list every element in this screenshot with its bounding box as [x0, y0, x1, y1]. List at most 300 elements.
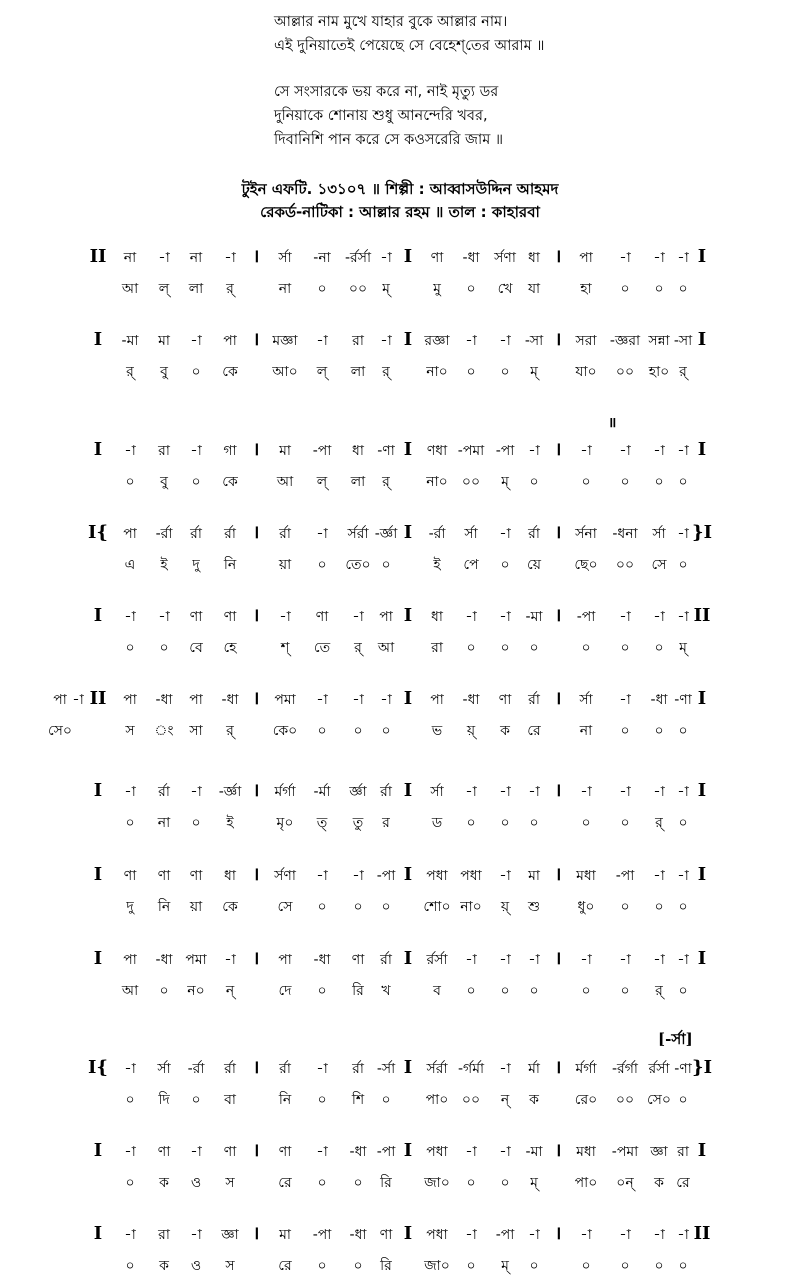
notation-line [0, 247, 800, 307]
lyric-syllable: রে [278, 1258, 292, 1274]
bar-line: I{ [88, 1057, 108, 1078]
lyric-syllable: ০ [620, 899, 630, 915]
swara-note: পা [278, 952, 292, 968]
swara-note: -া [653, 952, 665, 968]
swara-note: মা [528, 868, 540, 884]
swara-note: -র্জ্ঞা [218, 784, 242, 800]
swara-note: -পা [495, 443, 515, 459]
swara-note: -ধা [313, 952, 331, 968]
lyric-syllable: ০ [678, 557, 688, 573]
swara-note: -া [619, 609, 631, 625]
bar-line: । [554, 329, 562, 350]
swara-note: -া [653, 250, 665, 266]
swara-note: মা [158, 333, 170, 349]
swara-note: -া [316, 333, 328, 349]
lyric-syllable: আ [121, 983, 139, 999]
lyric-syllable: ০ [678, 815, 688, 831]
swara-note: ণা [189, 868, 203, 884]
bar-line: I{ [88, 522, 108, 543]
swara-note: -া [465, 1227, 477, 1243]
verse-line: দিবানিশি পান করে সে কওসরেরি জাম ॥ [274, 132, 504, 148]
bar-line: I [697, 1140, 707, 1161]
bar-line: I [697, 246, 707, 267]
swara-note: ণা [430, 250, 444, 266]
lyric-syllable: ছে০ [574, 557, 598, 573]
swara-note: পা [123, 692, 137, 708]
lyric-syllable: ০ [500, 640, 510, 656]
lyric-syllable: না [579, 723, 593, 739]
lyric-syllable: হা০ [648, 364, 670, 380]
swara-note: -া [352, 609, 364, 625]
lyric-syllable: দু [192, 557, 200, 573]
lyric-syllable: র্ [126, 364, 134, 380]
swara-note: র্রা [224, 1061, 236, 1077]
lyric-syllable: ও [190, 1258, 202, 1274]
lyric-syllable: ড [431, 815, 443, 831]
lyric-syllable: ন০ [187, 983, 205, 999]
swara-row [0, 440, 800, 462]
lyric-syllable: ন্ [225, 983, 235, 999]
notation-line [0, 1058, 800, 1118]
bar-line: । [554, 439, 562, 460]
swara-note: জ্ঞা [221, 1227, 239, 1243]
bar-line: I [403, 246, 413, 267]
bar-line: । [554, 1140, 562, 1161]
lyric-syllable: ই [226, 815, 234, 831]
lyric-syllable: পা০ [574, 1175, 598, 1191]
bar-line: । [252, 1140, 260, 1161]
swara-note: -া [124, 1144, 136, 1160]
swara-note: রা [158, 1227, 170, 1243]
lyric-syllable: ০ [125, 815, 135, 831]
bar-line: । [252, 688, 260, 709]
swara-note: মধা [576, 868, 596, 884]
swara-note: র্রা [380, 784, 392, 800]
bar-line: I [403, 1223, 413, 1244]
bar-line: I [403, 605, 413, 626]
lyric-syllable: ০ [466, 1175, 476, 1191]
swara-note: গা [223, 443, 237, 459]
alternate-note-annotation: [-র্সা] [658, 1030, 693, 1048]
bar-line: । [252, 522, 260, 543]
lyric-syllable: রে [676, 1175, 690, 1191]
notation-line [0, 606, 800, 666]
lyric-syllable: ০ [466, 364, 476, 380]
lyric-syllable: ০ [678, 1258, 688, 1274]
lyric-syllable: যা০ [575, 364, 597, 380]
lyric-syllable: স [225, 1175, 235, 1191]
lyric-syllable: ক [529, 1092, 539, 1108]
lyric-row [0, 278, 800, 300]
bar-line: I [403, 1140, 413, 1161]
lyric-syllable: ন্ [500, 1092, 510, 1108]
swara-note: -া [653, 609, 665, 625]
lyric-syllable: ০ [678, 723, 688, 739]
swara-note: -া [279, 609, 291, 625]
swara-note: -া [380, 250, 392, 266]
swara-note: -া [580, 952, 592, 968]
swara-note: রজ্ঞা [424, 333, 450, 349]
swara-note: -া [499, 1061, 511, 1077]
lyric-syllable: লা [350, 474, 366, 490]
lyric-syllable: ০ [381, 1092, 391, 1108]
lyric-syllable: ০ [620, 815, 630, 831]
swara-note: ণা [315, 609, 329, 625]
pickup-note: -া [72, 692, 84, 708]
lyric-row [0, 812, 800, 834]
lyric-row [0, 1172, 800, 1194]
swara-note: র্রর্সা [426, 952, 448, 968]
bar-line: I [403, 864, 413, 885]
lyric-syllable: শ্ [280, 640, 290, 656]
swara-note: পা [123, 526, 137, 542]
swara-note: -া [619, 692, 631, 708]
lyric-syllable: কে০ [272, 723, 298, 739]
lyric-syllable: জা০ [424, 1175, 450, 1191]
notation-line [0, 523, 800, 583]
lyric-syllable: খে [497, 281, 513, 297]
lyric-syllable: ০ [500, 983, 510, 999]
notation-line [0, 865, 800, 925]
swara-note: -া [158, 250, 170, 266]
lyric-syllable: বা [224, 1092, 236, 1108]
lyric-syllable: পে [463, 557, 479, 573]
swara-note: -পা [576, 609, 596, 625]
bar-line: I [697, 948, 707, 969]
lyric-syllable: ০ [159, 640, 169, 656]
lyric-syllable: ০ [581, 983, 591, 999]
verse-line: আল্লার নাম মুখে যাহার বুকে আল্লার নাম। [274, 14, 508, 30]
swara-note: ণা [157, 868, 171, 884]
swara-note: র্সা [157, 1061, 171, 1077]
lyric-syllable: ০ [191, 815, 201, 831]
swara-note: -ধা [155, 692, 173, 708]
swara-note: পা [223, 333, 237, 349]
bar-line: । [252, 605, 260, 626]
swara-note: -া [352, 692, 364, 708]
bar-line: I [93, 329, 103, 350]
lyric-syllable: ০ [500, 1175, 510, 1191]
swara-note: -পা [312, 443, 332, 459]
lyric-syllable: ই [160, 557, 168, 573]
swara-note: -া [499, 1144, 511, 1160]
bar-line: । [252, 439, 260, 460]
swara-note: র্রা [279, 1061, 291, 1077]
swara-note: র্মর্গা [575, 1061, 597, 1077]
swara-note: -া [677, 868, 689, 884]
swara-note: -পা [495, 1227, 515, 1243]
swara-note: ণা [498, 692, 512, 708]
play-info: রেকর্ড-নাটিকা : আল্লার রহম ॥ তাল : কাহারবা [260, 203, 540, 221]
swara-note: -া [499, 526, 511, 542]
lyric-syllable: ০ [353, 899, 363, 915]
swara-note: -া [465, 1144, 477, 1160]
swara-note: পধা [426, 1227, 448, 1243]
swara-note: ণা [223, 609, 237, 625]
lyric-syllable: রে [278, 1175, 292, 1191]
bar-line: । [554, 948, 562, 969]
swara-note: -া [380, 692, 392, 708]
bar-line: । [554, 522, 562, 543]
swara-note: -া [465, 784, 477, 800]
swara-note: -া [653, 784, 665, 800]
swara-note: -া [465, 333, 477, 349]
lyric-syllable: দি [158, 1092, 170, 1108]
lyric-syllable: র্ [226, 281, 234, 297]
swara-note: -ধা [349, 1144, 367, 1160]
swara-note: র্রা [380, 952, 392, 968]
lyric-syllable: ০ [620, 723, 630, 739]
lyric-syllable: ০ [353, 1175, 363, 1191]
swara-note: -র্রা [155, 526, 173, 542]
bar-line: }I [692, 522, 712, 543]
lyric-row [0, 896, 800, 918]
lyric-syllable: ০ [159, 983, 169, 999]
lyric-syllable: ০ [125, 1258, 135, 1274]
swara-note: -া [190, 1227, 202, 1243]
lyric-syllable: যা [527, 281, 541, 297]
swara-note: না [123, 250, 137, 266]
lyric-syllable: ০ [353, 1258, 363, 1274]
swara-note: র্রা [528, 526, 540, 542]
lyric-syllable: আ০ [272, 364, 298, 380]
lyric-syllable: নি [223, 557, 237, 573]
lyric-syllable: ০ [581, 640, 591, 656]
lyric-syllable: কে [222, 474, 238, 490]
lyric-syllable: সে০ [646, 1092, 672, 1108]
lyric-syllable: আ [377, 640, 395, 656]
swara-row [0, 523, 800, 545]
lyric-syllable: য়া [189, 899, 203, 915]
swara-row [0, 865, 800, 887]
bar-line: । [554, 864, 562, 885]
lyric-syllable: ০ [317, 1092, 327, 1108]
lyric-syllable: ০ [620, 1258, 630, 1274]
swara-note: রা [677, 1144, 689, 1160]
lyric-syllable: ০ [500, 557, 510, 573]
swara-note: -া [190, 443, 202, 459]
swara-note: -ধা [650, 692, 668, 708]
swara-row [0, 330, 800, 352]
bar-line: II [693, 1223, 711, 1244]
lyric-syllable: য়ে [527, 557, 541, 573]
swara-note: -া [619, 250, 631, 266]
verse-line: সে সংসারকে ভয় করে না, নাই মৃত্যু ডর [274, 84, 499, 100]
lyric-syllable: ০ [654, 1258, 664, 1274]
swara-note: র্জ্ঞা [349, 784, 367, 800]
swara-row [0, 1058, 800, 1080]
swara-note: -র্রা [428, 526, 446, 542]
notation-line [0, 689, 800, 749]
lyric-syllable: ০ [529, 474, 539, 490]
bar-line: । [252, 329, 260, 350]
lyric-syllable: ০ [381, 899, 391, 915]
lyric-syllable: আ [276, 474, 294, 490]
swara-note: ধা [224, 868, 236, 884]
lyric-syllable: ০ [466, 815, 476, 831]
lyric-row [0, 554, 800, 576]
lyric-syllable: নি [278, 1092, 292, 1108]
lyric-syllable: রি [352, 983, 364, 999]
bar-line: II [693, 605, 711, 626]
swara-note: -া [653, 1227, 665, 1243]
swara-note: ধা [528, 250, 540, 266]
lyric-syllable: ০ [191, 474, 201, 490]
swara-note: -মা [525, 609, 543, 625]
bar-line: I [403, 780, 413, 801]
swara-note: ণা [379, 1227, 393, 1243]
lyric-syllable: ক [500, 723, 510, 739]
swara-note: -ণা [674, 1061, 692, 1077]
lyric-syllable: তু [352, 815, 364, 831]
swara-note: র্সর্রা [347, 526, 369, 542]
swara-note: র্মর্গা [274, 784, 296, 800]
swara-note: -া [677, 526, 689, 542]
bar-line: I [697, 688, 707, 709]
swara-note: -া [677, 952, 689, 968]
swara-note: -া [352, 868, 364, 884]
bar-line: । [554, 1057, 562, 1078]
lyric-syllable: সে [651, 557, 667, 573]
swara-note: ণধা [426, 443, 448, 459]
swara-note: -মা [525, 1144, 543, 1160]
swara-note: -সা [673, 333, 693, 349]
lyric-syllable: ০ [581, 1258, 591, 1274]
swara-note: সন্না [648, 333, 670, 349]
bar-line: । [252, 246, 260, 267]
lyric-syllable: ০ [654, 281, 664, 297]
swara-note: ধা [352, 443, 364, 459]
swara-note: -া [124, 1227, 136, 1243]
swara-note: র্সা [430, 784, 444, 800]
lyric-syllable: শো০ [423, 899, 451, 915]
swara-note: -া [499, 609, 511, 625]
notation-line [0, 1224, 800, 1284]
swara-note: -া [124, 784, 136, 800]
swara-note: ণা [351, 952, 365, 968]
lyric-syllable: কে [222, 899, 238, 915]
swara-note: র্রা [352, 1061, 364, 1077]
lyric-row [0, 637, 800, 659]
swara-note: -া [316, 1061, 328, 1077]
swara-note: র্সা [464, 526, 478, 542]
swara-note: -া [653, 443, 665, 459]
lyric-syllable: ০ [317, 281, 327, 297]
swara-note: -া [465, 952, 477, 968]
lyric-syllable: স [125, 723, 135, 739]
lyric-syllable: ত্ [316, 815, 328, 831]
swara-note: পধা [426, 1144, 448, 1160]
lyric-syllable: ং [154, 723, 174, 739]
lyric-syllable: না [278, 281, 292, 297]
lyric-syllable: ০ [466, 281, 476, 297]
swara-note: জ্ঞা [650, 1144, 668, 1160]
lyric-syllable: ০ [529, 815, 539, 831]
lyric-syllable: হা [580, 281, 592, 297]
swara-note: ণা [223, 1144, 237, 1160]
double-bar-mark: ॥ [608, 415, 617, 431]
bar-line: I [697, 439, 707, 460]
swara-note: -র্গর্মা [457, 1061, 485, 1077]
lyric-syllable: ০ [466, 983, 476, 999]
lyric-syllable: না০ [426, 364, 448, 380]
lyric-syllable: কে [222, 364, 238, 380]
pickup-note: পা [53, 692, 67, 708]
lyric-syllable: শি [351, 1092, 365, 1108]
lyric-syllable: র্ [354, 640, 362, 656]
swara-note: -র্মা [313, 784, 331, 800]
bar-line: I [93, 780, 103, 801]
lyric-syllable: ০ [678, 1092, 688, 1108]
swara-note: -া [316, 526, 328, 542]
lyric-syllable: ০০ [461, 474, 481, 490]
bar-line: I [93, 605, 103, 626]
swara-note: -া [124, 609, 136, 625]
swara-row [0, 689, 800, 711]
lyric-syllable: ০ [466, 1258, 476, 1274]
pickup-syllable: সে০ [47, 723, 73, 739]
swara-note: পমা [185, 952, 207, 968]
lyric-syllable: ০ [317, 983, 327, 999]
swara-note: র্সা [579, 692, 593, 708]
lyric-syllable: না০ [460, 899, 482, 915]
swara-note: -ণা [377, 443, 395, 459]
lyric-syllable: সা [189, 723, 203, 739]
lyric-syllable: ম্ [530, 364, 538, 380]
swara-note: র্রা [279, 526, 291, 542]
swara-note: পমা [274, 692, 296, 708]
bar-line: । [554, 688, 562, 709]
swara-note: রা [158, 443, 170, 459]
lyric-syllable: ০ [317, 1258, 327, 1274]
swara-note: -ধা [221, 692, 239, 708]
lyric-syllable: বে [189, 640, 203, 656]
lyric-syllable: ০ [125, 1092, 135, 1108]
swara-note: মা [279, 1227, 291, 1243]
lyric-syllable: দু [126, 899, 134, 915]
swara-note: -া [528, 1227, 540, 1243]
lyric-syllable: ০ [678, 281, 688, 297]
swara-note: -পা [312, 1227, 332, 1243]
verse-line: এই দুনিয়াতেই পেয়েছে সে বেহেশ্‌তের আরাম ॥ [274, 38, 545, 54]
lyric-syllable: ০০ [348, 281, 368, 297]
swara-note: র্রা [158, 784, 170, 800]
lyric-syllable: ম্ [501, 1258, 509, 1274]
swara-note: মজ্ঞা [272, 333, 298, 349]
lyric-syllable: ০ [317, 1175, 327, 1191]
lyric-syllable: য়্ [466, 723, 476, 739]
lyric-syllable: ০০ [615, 1092, 635, 1108]
swara-note: -পা [376, 1144, 396, 1160]
swara-note: র্সণা [274, 868, 296, 884]
lyric-syllable: রা [431, 640, 443, 656]
bar-line: I [697, 329, 707, 350]
lyric-syllable: রে০ [574, 1092, 598, 1108]
lyric-syllable: ০ [125, 474, 135, 490]
lyric-syllable: হে [223, 640, 237, 656]
bar-line: । [554, 605, 562, 626]
lyric-syllable: ০০ [615, 364, 635, 380]
swara-note: পধা [460, 868, 482, 884]
notation-line [0, 1141, 800, 1201]
swara-note: সরা [575, 333, 597, 349]
swara-note: -পমা [457, 443, 485, 459]
lyric-syllable: ০ [317, 557, 327, 573]
bar-line: । [252, 780, 260, 801]
swara-note: -া [619, 443, 631, 459]
bar-line: । [252, 1223, 260, 1244]
lyric-syllable: ০ [654, 640, 664, 656]
